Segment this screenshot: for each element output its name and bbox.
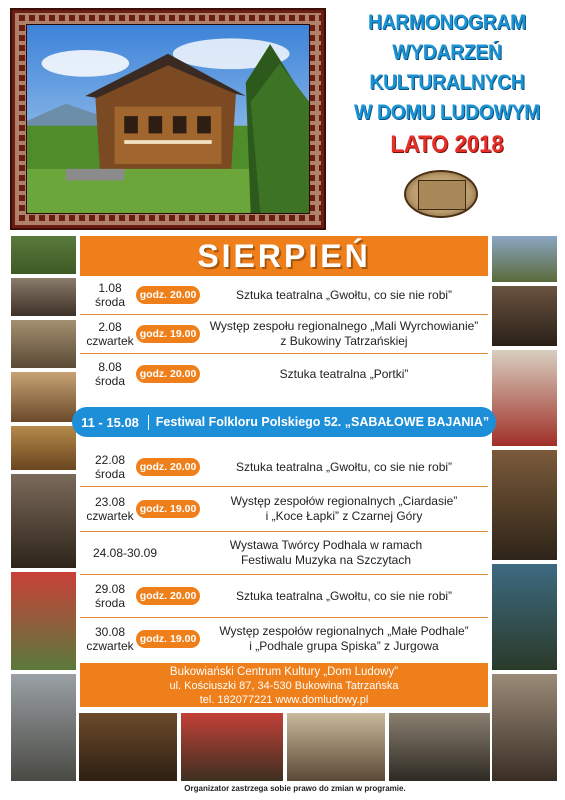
- disclaimer-text: Organizator zastrzega sobie prawo do zmian w programie.: [184, 784, 406, 793]
- photo-folk-band: [180, 712, 284, 782]
- photo-stage-group: [491, 285, 558, 347]
- event-date: 30.08 czwartek: [86, 625, 134, 653]
- event-row: [80, 618, 488, 660]
- contact-footer: [80, 663, 488, 707]
- organizer-name: Bukowiański Centrum Kultury „Dom Ludowy”: [169, 666, 399, 678]
- season-title: LATO 2018: [390, 131, 504, 158]
- photo-craftsman: [10, 473, 77, 569]
- month-title: SIERPIEŃ: [197, 238, 371, 274]
- event-title: Występ zespołu regionalnego „Mali Wyrchowianie” z Bukowiny Tatrzańskiej: [209, 319, 479, 348]
- event-date: 2.08 czwartek: [86, 320, 134, 348]
- photo-highlanders: [491, 449, 558, 561]
- festival-name: Festiwal Folkloru Polskiego 52. „SABAŁOWE BAJANIA”: [155, 415, 490, 429]
- event-title: Występ zespołów regionalnych „Ciardasie” i „Koce Łapki” z Czarnej Góry: [230, 494, 458, 523]
- event-time-badge: godz. 19.00: [136, 500, 200, 518]
- event-date: 22.08 środa: [94, 453, 126, 481]
- event-time-badge: godz. 20.00: [136, 458, 200, 476]
- photo-figurines: [286, 712, 386, 782]
- event-time-badge: godz. 19.00: [136, 325, 200, 343]
- event-date: 1.08 środa: [94, 281, 126, 309]
- photo-weaving: [10, 371, 77, 423]
- event-title: Sztuka teatralna „Gwołtu, co sie nie robi”: [235, 459, 453, 474]
- photo-procession: [491, 673, 558, 782]
- title-line: KULTURALNYCH: [369, 71, 525, 94]
- photo-choir: [388, 712, 491, 782]
- event-time-badge: godz. 19.00: [136, 630, 200, 648]
- event-row: [80, 487, 488, 532]
- title-line: WYDARZEŃ: [392, 41, 502, 64]
- bottom-photo-strip: [78, 712, 491, 782]
- right-photo-column: [491, 235, 558, 782]
- event-row: [80, 575, 488, 618]
- photo-bear-costume: [491, 563, 558, 671]
- event-date: 29.08 środa: [94, 582, 126, 610]
- event-title: Sztuka teatralna „Portki”: [279, 366, 409, 381]
- event-title: Występ zespołów regionalnych „Małe Podhale” i „Podhale grupa Spiska” z Jurgowa: [219, 624, 469, 653]
- photo-musicians: [10, 277, 77, 317]
- photo-dancers: [491, 349, 558, 447]
- hero-photo-frame: [10, 8, 326, 230]
- event-title: Wystawa Twórcy Podhala w ramach Festiwalu Muzyka na Szczytach: [229, 538, 423, 567]
- photo-workshop: [78, 712, 178, 782]
- event-row: [80, 276, 488, 315]
- month-banner: [80, 236, 488, 276]
- event-row: [80, 354, 488, 394]
- left-photo-column: [10, 235, 77, 782]
- event-date: 23.08 czwartek: [86, 495, 134, 523]
- title-line: W DOMU LUDOWYM: [353, 101, 541, 124]
- festival-banner: [72, 407, 496, 437]
- poster-title: [338, 8, 556, 162]
- organizer-contact: tel. 182077221 www.domludowy.pl: [199, 694, 369, 706]
- dom-ludowy-seal-logo: [404, 170, 478, 218]
- photo-costumed-dancers: [10, 571, 77, 671]
- event-row: [80, 315, 488, 354]
- hero-photo-house: [26, 24, 310, 214]
- event-date: 24.08-30.09: [92, 546, 158, 560]
- event-title: Sztuka teatralna „Gwołtu, co sie nie robi”: [235, 588, 453, 603]
- organizer-address: ul. Kościuszki 87, 34-530 Bukowina Tatrzańska: [169, 680, 399, 692]
- photo-performers: [10, 673, 77, 782]
- event-time-badge: godz. 20.00: [136, 365, 200, 383]
- event-row: [80, 532, 488, 575]
- event-row: [80, 448, 488, 487]
- event-date: 8.08 środa: [94, 360, 126, 388]
- event-time-badge: godz. 20.00: [136, 286, 200, 304]
- photo-group: [10, 319, 77, 369]
- photo-outdoor-event: [491, 235, 558, 283]
- festival-date: 11 - 15.08: [72, 415, 149, 430]
- event-title: Sztuka teatralna „Gwołtu, co sie nie robi”: [235, 287, 453, 302]
- seal-building-image: [418, 180, 466, 210]
- photo-basket: [10, 425, 77, 471]
- event-time-badge: godz. 20.00: [136, 587, 200, 605]
- title-line: HARMONOGRAM: [368, 11, 526, 34]
- photo-folk-dancers: [10, 235, 77, 275]
